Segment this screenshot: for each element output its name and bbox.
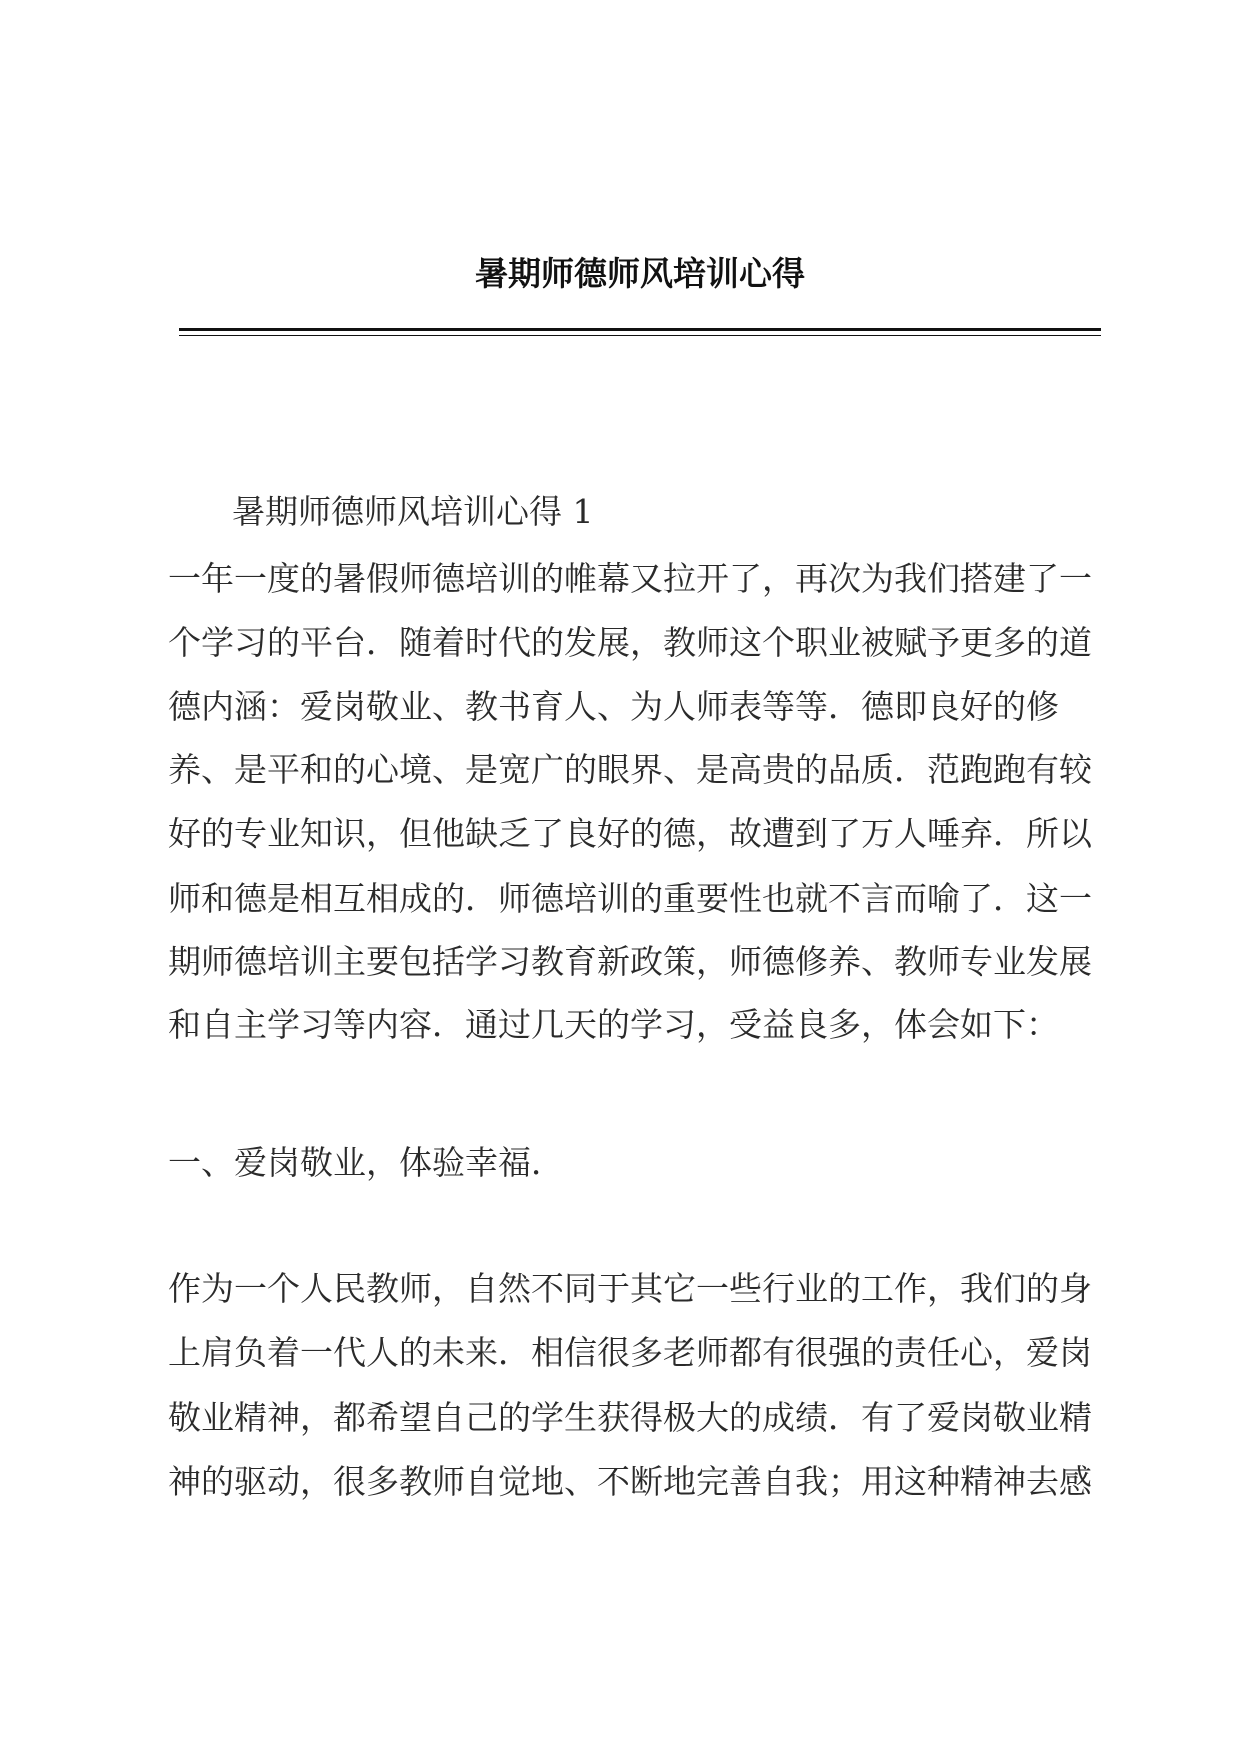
paragraph-line: 敬业精神，都希望自己的学生获得极大的成绩．有了爱岗敬业精	[168, 1398, 1092, 1437]
section-heading: 一、爱岗敬业，体验幸福．	[168, 1143, 564, 1182]
paragraph-line: 期师德培训主要包括学习教育新政策，师德修养、教师专业发展	[168, 942, 1092, 981]
title-rule-thick	[179, 328, 1101, 331]
title-rule-thin	[179, 335, 1101, 336]
paragraph-line: 神的驱动，很多教师自觉地、不断地完善自我；用这种精神去感	[168, 1462, 1092, 1501]
paragraph-line: 和自主学习等内容．通过几天的学习，受益良多，体会如下：	[168, 1005, 1059, 1044]
section-subtitle: 暑期师德师风培训心得 1	[232, 492, 594, 531]
paragraph-line: 好的专业知识，但他缺乏了良好的德，故遭到了万人唾弃．所以	[168, 814, 1092, 853]
document-title: 暑期师德师风培训心得	[475, 254, 805, 293]
paragraph-line: 师和德是相互相成的．师德培训的重要性也就不言而喻了．这一	[168, 879, 1092, 918]
paragraph-line: 一年一度的暑假师德培训的帷幕又拉开了，再次为我们搭建了一	[168, 559, 1092, 598]
paragraph-line: 个学习的平台．随着时代的发展，教师这个职业被赋予更多的道	[168, 623, 1092, 662]
paragraph-line: 养、是平和的心境、是宽广的眼界、是高贵的品质．范跑跑有较	[168, 750, 1092, 789]
paragraph-line: 作为一个人民教师，自然不同于其它一些行业的工作，我们的身	[168, 1269, 1092, 1308]
paragraph-line: 上肩负着一代人的未来．相信很多老师都有很强的责任心，爱岗	[168, 1333, 1092, 1372]
paragraph-line: 德内涵：爱岗敬业、教书育人、为人师表等等．德即良好的修	[168, 687, 1059, 726]
